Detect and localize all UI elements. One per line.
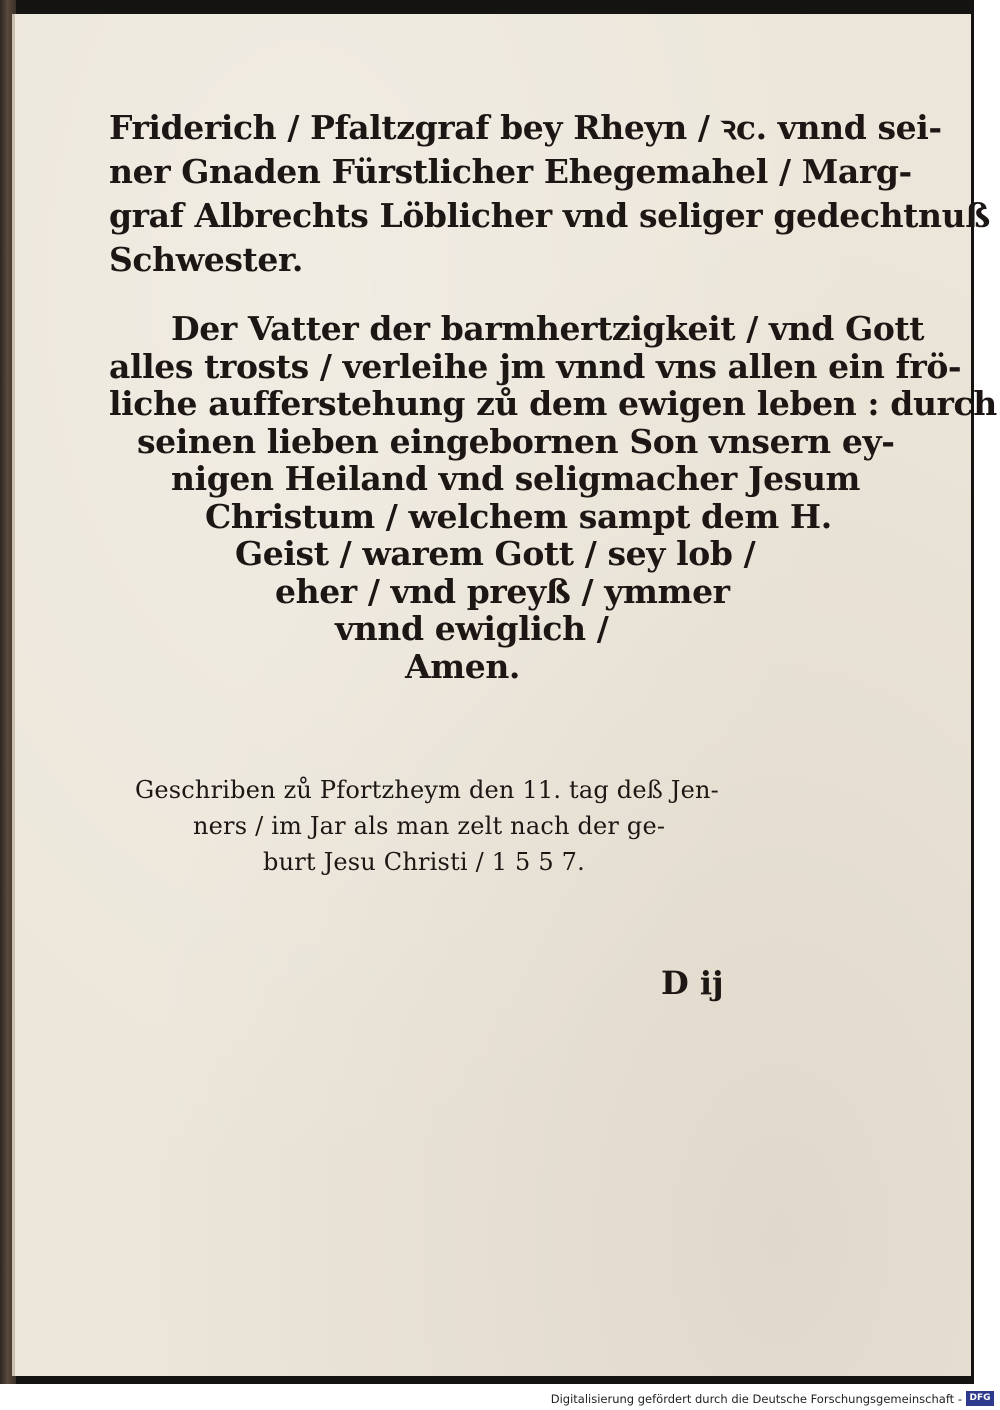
text-line: Christum / welchem sampt dem H. bbox=[205, 496, 832, 536]
text-line: eher / vnd preyß / ymmer bbox=[275, 571, 730, 611]
book-page bbox=[12, 14, 997, 1376]
dfg-logo: DFG bbox=[966, 1391, 994, 1406]
text-line: ners / im Jar als man zelt nach der ge- bbox=[193, 812, 666, 840]
text-line: seinen lieben eingebornen Son vnsern ey- bbox=[137, 421, 895, 461]
paragraph-dedication bbox=[109, 106, 990, 282]
text-line: Amen. bbox=[405, 646, 520, 686]
text-line: Der Vatter der barmhertzigkeit / vnd Gott bbox=[171, 309, 925, 348]
colophon bbox=[135, 772, 775, 880]
text-line: Geschriben zů Pfortzheym den 11. tag deß Jen- bbox=[135, 776, 719, 804]
text-line: Friderich / Pfaltzgraf bey Rheyn / ꝛc. vnnd sei- bbox=[109, 108, 942, 147]
footer bbox=[0, 1390, 1000, 1410]
text-line: burt Jesu Christi / 1 5 5 7. bbox=[263, 848, 585, 876]
text-line: graf Albrechts Löblicher vnd seliger gedechtnuß bbox=[109, 196, 990, 235]
text-line: nigen Heiland vnd seligmacher Jesum bbox=[171, 459, 861, 498]
text-line: vnnd ewiglich / bbox=[335, 609, 609, 648]
paragraph-blessing bbox=[109, 309, 997, 686]
text-line: Schwester. bbox=[109, 240, 303, 279]
signature-mark: D ij bbox=[661, 964, 724, 1002]
text-line: ner Gnaden Fürstlicher Ehegemahel / Marg- bbox=[109, 152, 912, 191]
text-line: Geist / warem Gott / sey lob / bbox=[235, 534, 756, 573]
text-line: liche aufferstehung zů dem ewigen leben : durch bbox=[109, 384, 997, 423]
footer-credit: Digitalisierung gefördert durch die Deutsche Forschungsgemeinschaft - bbox=[550, 1392, 962, 1406]
text-line: alles trosts / verleihe jm vnnd vns allen ein frö- bbox=[109, 346, 962, 386]
